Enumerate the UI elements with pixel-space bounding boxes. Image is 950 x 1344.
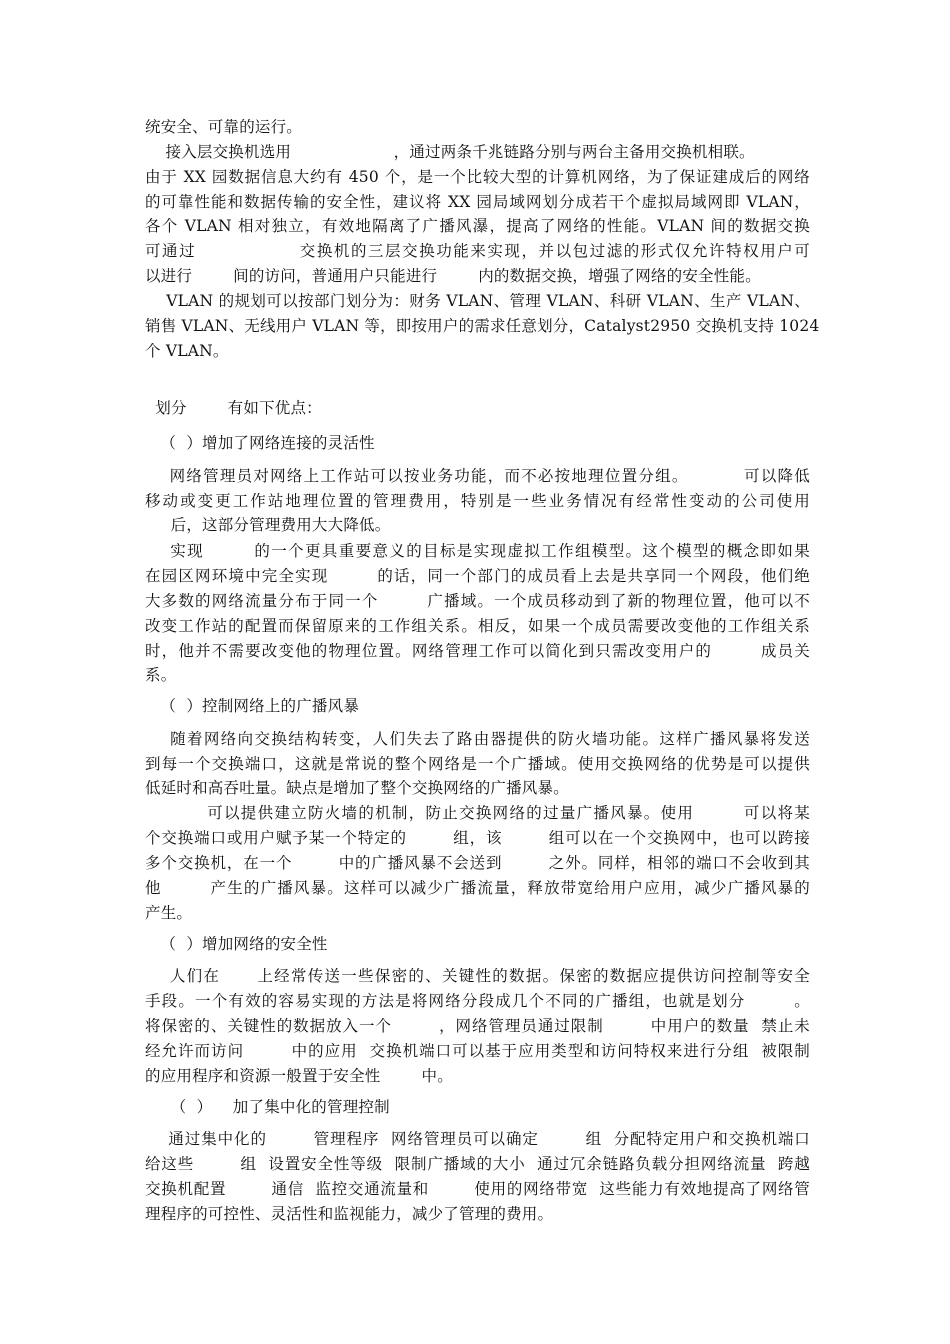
text-line: 多个交换机，在一个 中的广播风暴不会送到 之外。同样，相邻的端口不会收到其	[145, 854, 810, 872]
text-line: 的应用程序和资源一般置于安全性 中。	[145, 1067, 453, 1085]
text-line: 各个 VLAN 相对独立，有效地隔离了广播风瀑，提高了网络的性能。VLAN 间的数据交换	[145, 217, 810, 235]
text-line: 理程序的可控性、灵活性和监视能力，减少了管理的费用。	[145, 1205, 554, 1223]
text-line: 统安全、可靠的运行。	[145, 118, 303, 136]
text-line: 经允许而访问 中的应用 交换机端口可以基于应用类型和访问特权来进行分组 被限制	[145, 1042, 810, 1060]
text-line: VLAN 的规划可以按部门划分为：财务 VLAN、管理 VLAN、科研 VLAN、生产 VLAN、	[145, 292, 810, 310]
text-line: 接入层交换机选用 ，通过两条千兆链路分别与两台主备用交换机相联。	[145, 143, 755, 161]
text-line: 可通过 交换机的三层交换功能来实现，并以包过滤的形式仅允许特权用户可	[145, 242, 810, 260]
text-line: 产生。	[145, 904, 193, 922]
text-line: 以进行 间的访问，普通用户只能进行 内的数据交换，增强了网络的安全性能。	[145, 267, 761, 285]
text-line: 个交换端口或用户赋予某一个特定的 组，该 组可以在一个交换网中，也可以跨接	[145, 829, 810, 847]
text-line: 网络管理员对网络上工作站可以按业务功能，而不必按地理位置分组。 可以降低	[145, 467, 810, 485]
text-line: 系。	[145, 666, 177, 684]
text-line: 交换机配置 通信 监控交通流量和 使用的网络带宽 这些能力有效地提高了网络管	[145, 1180, 810, 1198]
subsection-heading: （ ） 加了集中化的管理控制	[145, 1098, 390, 1116]
text-line: 由于 XX 园数据信息大约有 450 个，是一个比较大型的计算机网络，为了保证建成后的网络	[145, 168, 810, 186]
subsection-heading: （ ）增加网络的安全性	[145, 935, 328, 953]
text-line: 随着网络向交换结构转变，人们失去了路由器提供的防火墙功能。这样广播风暴将发送	[145, 730, 810, 748]
subsection-heading: （ ）增加了网络连接的灵活性	[145, 434, 375, 452]
text-line: 在园区网环境中完全实现 的话，同一个部门的成员看上去是共享同一个网段，他们绝	[145, 567, 810, 585]
text-line: 时，他并不需要改变他的物理位置。网络管理工作可以简化到只需改变用户的 成员关	[145, 642, 810, 660]
subsection-heading: （ ）控制网络上的广播风暴	[145, 697, 360, 715]
text-line: 销售 VLAN、无线用户 VLAN 等，即按用户的需求任意划分，Catalyst2950 交换机支持 1024	[145, 317, 820, 335]
text-line: 的可靠性能和数据传输的安全性，建议将 XX 园局域网划分成若干个虚拟局域网即 VLAN，	[145, 193, 810, 211]
text-line: 实现 的一个更具重要意义的目标是实现虚拟工作组模型。这个模型的概念即如果	[145, 542, 810, 560]
text-line: 改变工作站的配置而保留原来的工作组关系。相反，如果一个成员需要改变他的工作组关系	[145, 617, 810, 635]
text-line: 可以提供建立防火墙的机制，防止交换网络的过量广播风暴。使用 可以将某	[145, 804, 810, 822]
text-line: 后，这部分管理费用大大降低。	[145, 516, 391, 534]
text-line: 到每一个交换端口，这就是常说的整个网络是一个广播域。使用交换网络的优势是可以提供	[145, 755, 810, 773]
text-line: 人们在 上经常传送一些保密的、关键性的数据。保密的数据应提供访问控制等安全	[145, 967, 810, 985]
text-line: 手段。一个有效的容易实现的方法是将网络分段成几个不同的广播组，也就是划分 。	[145, 992, 810, 1010]
text-line: 低延时和高吞吐量。缺点是增加了整个交换网络的广播风暴。	[145, 779, 569, 797]
text-line: 通过集中化的 管理程序 网络管理员可以确定 组 分配特定用户和交换机端口	[145, 1130, 810, 1148]
text-line: 将保密的、关键性的数据放入一个 ，网络管理员通过限制 中用户的数量 禁止未	[145, 1017, 810, 1035]
text-line: 他 产生的广播风暴。这样可以减少广播流量，释放带宽给用户应用，减少广播风暴的	[145, 879, 810, 897]
text-line: 大多数的网络流量分布于同一个 广播域。一个成员移动到了新的物理位置，他可以不	[145, 592, 810, 610]
text-line: 给这些 组 设置安全性等级 限制广播域的大小 通过冗余链路负载分担网络流量 跨越	[145, 1155, 810, 1173]
section-heading: 划分 有如下优点：	[145, 399, 322, 417]
text-line: 移动或变更工作站地理位置的管理费用，特别是一些业务情况有经常性变动的公司使用	[145, 492, 810, 510]
text-line: 个 VLAN。	[145, 342, 229, 360]
